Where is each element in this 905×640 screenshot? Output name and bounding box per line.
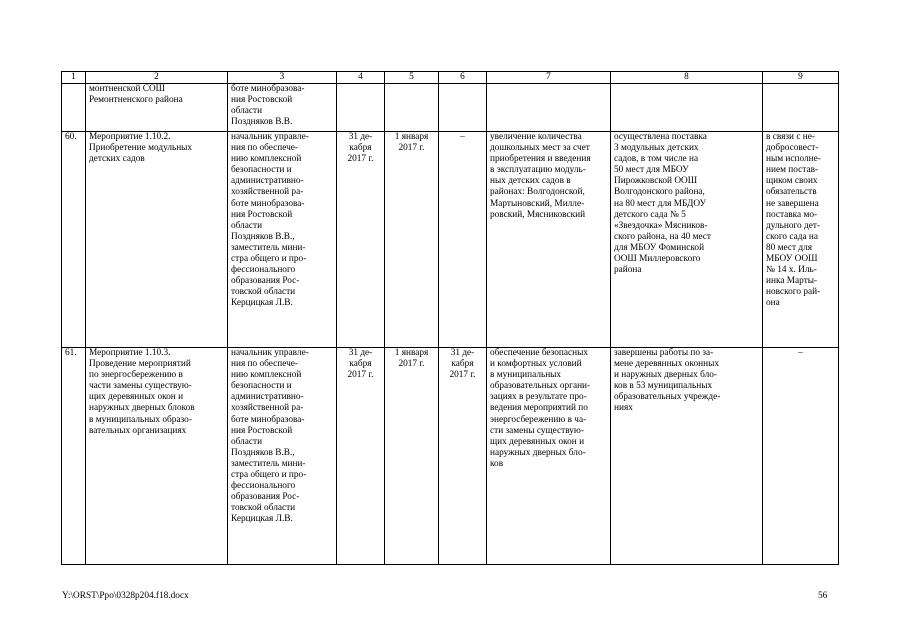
footer-file-path: Y:\ORST\Ppo\0328p204.f18.docx — [62, 591, 189, 601]
row-number-cell: 61. — [62, 348, 86, 565]
achieved-result-cell — [611, 84, 763, 132]
problems-cell: в связи с не- добросовест- ным исполне- нием постав- щиком своих обязательств не завершена поставка мо- дульного дет- ского сада на 80 мест для МБОУ ООШ № 14 х. Иль- инка Марты- новского рай- она — [763, 132, 839, 348]
event-cell: монтненской СОШ Ремонтненского района — [86, 84, 228, 132]
column-header: 8 — [611, 72, 763, 84]
column-header: 2 — [86, 72, 228, 84]
problems-cell — [763, 84, 839, 132]
column-number-row — [62, 72, 839, 84]
responsible-cell: боте минобразова- ния Ростовской области Поздняков В.В. — [228, 84, 337, 132]
expected-result-cell — [487, 84, 611, 132]
report-table — [61, 71, 839, 565]
expected-result-cell: увеличение количества дошкольных мест за счет приобретения и введения в эксплуатацию модуль- ных детских садов в районах: Волгодонской, Мартыновский, Милле- ровский, Мясниковский — [487, 132, 611, 348]
page-number: 56 — [818, 591, 828, 601]
column-header: 9 — [763, 72, 839, 84]
row-number-cell — [62, 84, 86, 132]
expected-result-cell: обеспечение безопасных и комфортных условий в муниципальных образовательных органи- зациях в результате про- ведения мероприятий по энергосбережению в ча- сти замены существую- щих деревянных окон и наружных дверных бло- ков — [487, 348, 611, 565]
column-header: 4 — [337, 72, 385, 84]
actual-end-cell: 31 де- кабря 2017 г. — [439, 348, 487, 565]
problems-cell: – — [763, 348, 839, 565]
actual-start-cell: 1 января 2017 г. — [385, 132, 439, 348]
planned-end-cell: 31 де- кабря 2017 г. — [337, 348, 385, 565]
planned-end-cell: 31 де- кабря 2017 г. — [337, 132, 385, 348]
planned-end-cell — [337, 84, 385, 132]
achieved-result-cell: завершены работы по за- мене деревянных оконных и наружных дверных бло- ков в 53 муниципальных образовательных учрежде- ниях — [611, 348, 763, 565]
actual-end-cell: – — [439, 132, 487, 348]
responsible-cell: начальник управле- ния по обеспече- нию комплексной безопасности и административно- хозяйственной ра- боте минобразова- ния Ростовской области Поздняков В.В., заместитель мини- стра общего и про- фессионального образования Рос- товской области Керцицкая Л.В. — [228, 348, 337, 565]
column-header: 3 — [228, 72, 337, 84]
event-cell: Мероприятие 1.10.3. Проведение мероприятий по энергосбережению в части замены существую- щих деревянных окон и наружных дверных блоков в муниципальных образо- вательных организациях — [86, 348, 228, 565]
actual-start-cell: 1 января 2017 г. — [385, 348, 439, 565]
column-header: 7 — [487, 72, 611, 84]
responsible-cell: начальник управле- ния по обеспече- нию комплексной безопасности и административно- хозяйственной ра- боте минобразова- ния Ростовской области Поздняков В.В., заместитель мини- стра общего и про- фессионального образования Рос- товской области Керцицкая Л.В. — [228, 132, 337, 348]
column-header: 5 — [385, 72, 439, 84]
table-row-continuation — [62, 84, 839, 132]
achieved-result-cell: осуществлена поставка 3 модульных детских садов, в том числе на 50 мест для МБОУ Пирожковской ООШ Волгодонского района, на 80 мест для МБДОУ детского сада № 5 «Звездочка» Мясников- ского района, на 40 мест для МБОУ Фоминской ООШ Миллеровского района — [611, 132, 763, 348]
actual-end-cell — [439, 84, 487, 132]
table-row-60 — [62, 132, 839, 348]
row-number-cell: 60. — [62, 132, 86, 348]
column-header: 1 — [62, 72, 86, 84]
column-header: 6 — [439, 72, 487, 84]
table-row-61 — [62, 348, 839, 565]
event-cell: Мероприятие 1.10.2. Приобретение модульных детских садов — [86, 132, 228, 348]
actual-start-cell — [385, 84, 439, 132]
